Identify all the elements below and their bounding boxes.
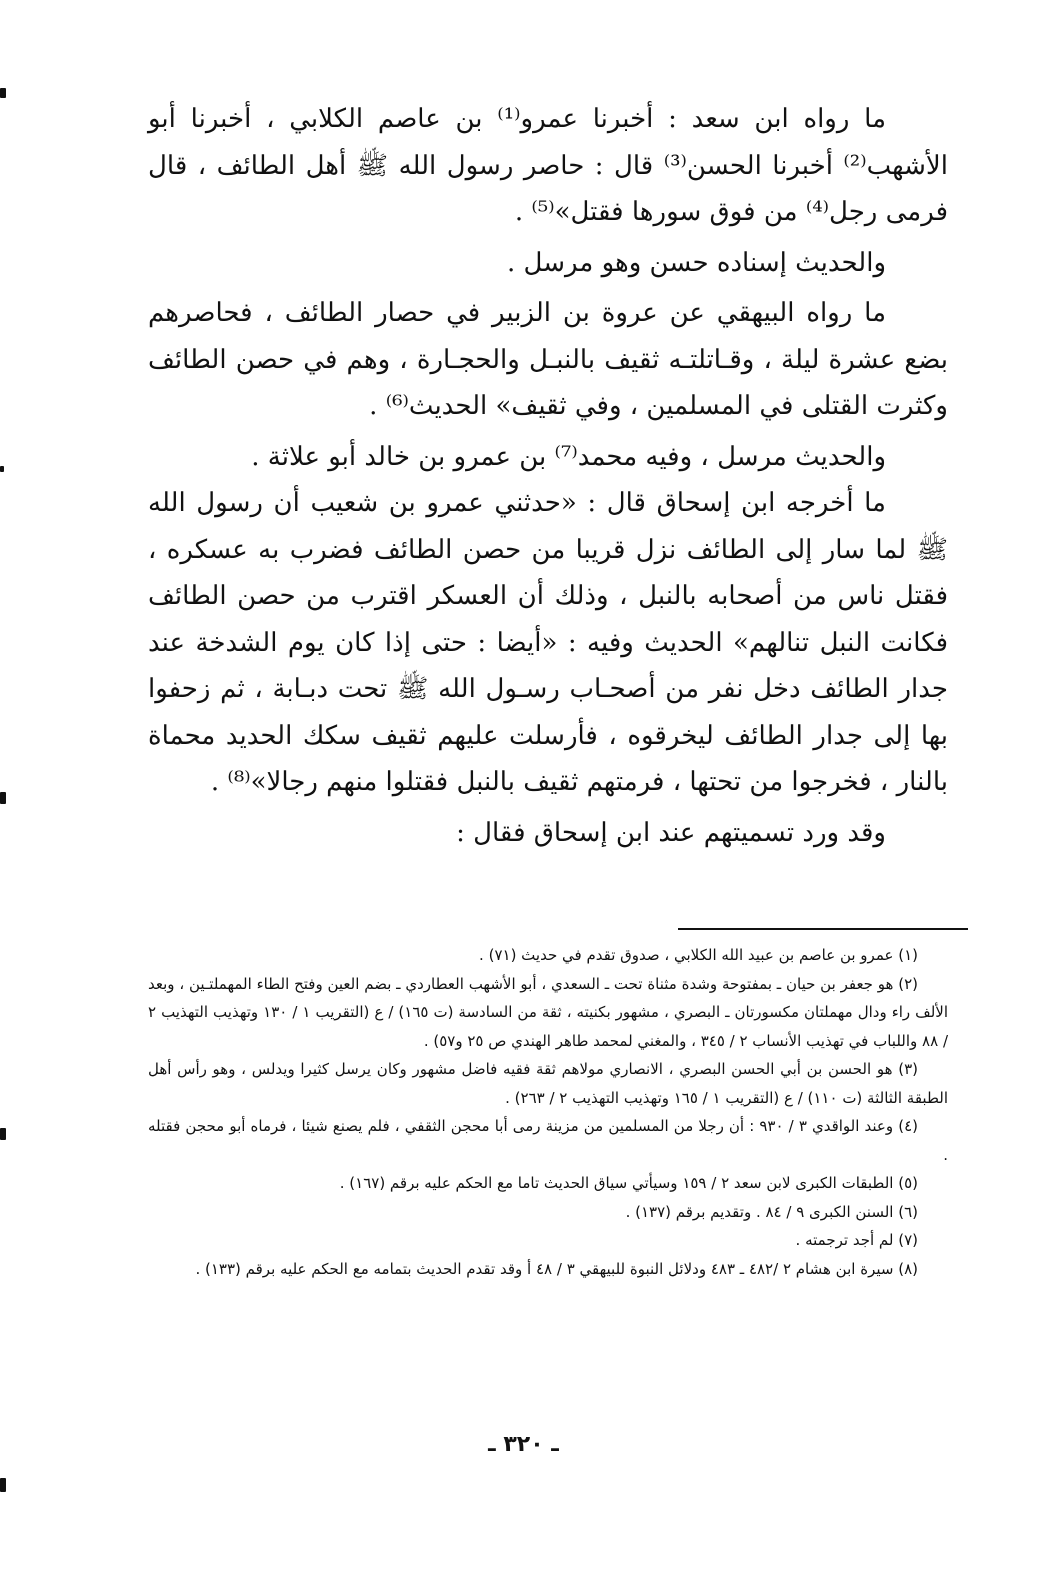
footnote-8: (٨) سيرة ابن هشام ٢ /٤٨٢ ـ ٤٨٣ ودلائل النبوة للبيهقي ٣ / ٤٨ أ وقد تقدم الحديث بتمامه مع الحكم عليه برقم (١٣٣) . xyxy=(195,1259,918,1278)
scan-edge-mark xyxy=(0,466,4,472)
footnote-separator xyxy=(678,928,968,930)
footnote-5: (٥) الطبقات الكبرى لابن سعد ٢ / ١٥٩ وسيأتي سياق الحديث تاما مع الحكم عليه برقم (١٦٧) . xyxy=(339,1174,918,1192)
page-number: ـ ٣٢٠ ـ xyxy=(488,1432,559,1457)
scan-edge-mark xyxy=(0,88,6,98)
footnote-7: (٧) لم أجد ترجمته . xyxy=(795,1231,918,1249)
paragraph-ibn-ishaq: ما أخرجه ابن إسحاق قال : «حدثني عمرو بن شعيب أن رسول الله ﷺ لما سار إلى الطائف نزل قريبا من حصن الطائف فضرب به عسكره ، فقتل ناس من أصحابه بالنبل ، وذلك أن العسكر اقترب من حصن الطائف فكانت النبل تنالهم» الحديث وفيه : «أيضا : حتى إذا كان يوم الشدخة عند جدار الطائف دخل نفر من أصحـاب رسـول الله ﷺ تحت دبـابة ، ثم زحفوا بها إلى جدار الطائف ليخرقوه ، فأرسلت عليهم ثقيف سكك الحديد محماة بالنار ، فخرجوا من تحتها ، فرمتهم ثقيف بالنبل فقتلوا منهم رجالا»⁽⁸⁾ . xyxy=(148,488,948,797)
paragraph-bayhaqi: ما رواه البيهقي عن عروة بن الزبير في حصار الطائف ، فحاصرهم بضع عشرة ليلة ، وقـاتلتـه ثقيف بالنبـل والحجـارة ، وهم في حصن الطائف وكثرت القتلى في المسلمين ، وفي ثقيف» الحديث⁽⁶⁾ . xyxy=(148,298,948,421)
scan-edge-mark xyxy=(0,1128,6,1140)
footnote-4: (٤) وعند الواقدي ٣ / ٩٣٠ : أن رجلا من المسلمين من مزينة رمى أبا محجن الثقفي ، فلم يصنع شيئا ، فرماه أبو محجن فقتله . xyxy=(148,1117,948,1164)
paragraph-mursal: والحديث مرسل ، وفيه محمد⁽⁷⁾ بن عمرو بن خالد أبو علاثة . xyxy=(251,441,886,472)
footnote-2: (٢) هو جعفر بن حيان ـ بمفتوحة وشدة مثناة تحت ـ السعدي ، أبو الأشهب العطاردي ـ بضم العين وفتح الطاء المهملتـين ، وبعد الألف راء ودال مهملتان مكسورتان ـ البصري ، مشهور بكنيته ، ثقة من السادسة (ت ١٦٥) / ع (التقريب ١ / ١٣٠ وتهذيب التهذيب ٢ / ٨٨ واللباب في تهذيب الأنساب ٢ / ٣٤٥ ، والمغني لمحمد طاهر الهندي ص ٢٥ و٥٧) . xyxy=(148,974,948,1050)
footnotes xyxy=(148,941,948,1283)
paragraph-isnad-hasan: والحديث إسناده حسن وهو مرسل . xyxy=(507,247,886,278)
main-text xyxy=(148,96,948,856)
footnote-3: (٣) هو الحسن بن أبي الحسن البصري ، الانصاري مولاهم ثقة فقيه فاضل مشهور وكان يرسل كثيرا ويدلس ، وهو رأس أهل الطبقة الثالثة (ت ١١٠) / ع (التقريب ١ / ١٦٥ وتهذيب التهذيب ٢ / ٢٦٣) . xyxy=(148,1060,948,1107)
paragraph-ibn-saad: ما رواه ابن سعد : أخبرنا عمرو⁽¹⁾ بن عاصم الكلابي ، أخبرنا أبو الأشهب⁽²⁾ أخبرنا الحسن⁽³⁾ قال : حاصر رسول الله ﷺ أهل الطائف ، قال فرمى رجل⁽⁴⁾ من فوق سورها فقتل»⁽⁵⁾ . xyxy=(148,104,948,227)
scan-edge-mark xyxy=(0,1478,6,1492)
paragraph-tasmiya: وقد ورد تسميتهم عند ابن إسحاق فقال : xyxy=(456,817,886,848)
footnote-1: (١) عمرو بن عاصم بن عبيد الله الكلابي ، صدوق تقدم في حديث (٧١) . xyxy=(479,946,918,964)
scan-edge-mark xyxy=(0,792,6,804)
footnote-6: (٦) السنن الكبرى ٩ / ٨٤ . وتقديم برقم (١٣٧) . xyxy=(625,1202,918,1221)
